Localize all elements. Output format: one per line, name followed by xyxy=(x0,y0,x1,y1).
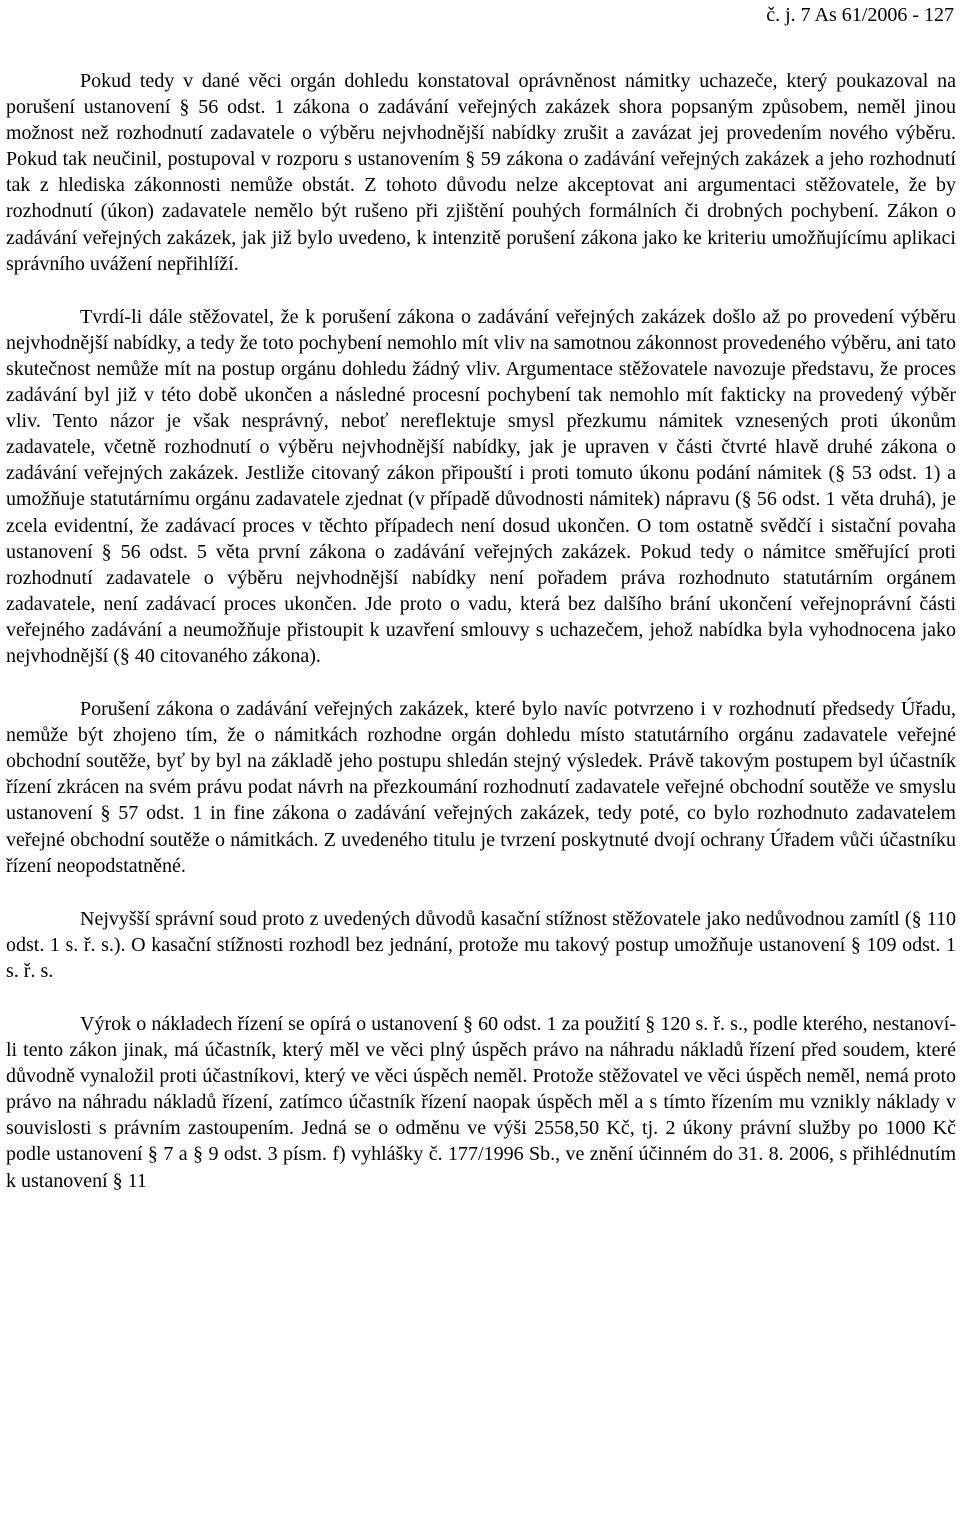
document-body xyxy=(6,68,956,1221)
paragraph-5: Výrok o nákladech řízení se opírá o ustanovení § 60 odst. 1 za použití § 120 s. ř. s., podle kterého, nestanoví-li tento zákon jinak, má účastník, který měl ve věci plný úspěch právo na náhradu nákladů řízení před soudem, které důvodně vynaložil proti účastníkovi, který ve věci úspěch neměl. Protože stěžovatel ve věci úspěch neměl, nemá proto právo na náhradu nákladů řízení, zatímco účastník řízení naopak úspěch měl a s tímto řízením mu vznikly náklady v souvislosti s právním zastoupením. Jedná se o odměnu ve výši 2558,50 Kč, tj. 2 úkony právní služby po 1000 Kč podle ustanovení § 7 a § 9 odst. 3 písm. f) vyhlášky č. 177/1996 Sb., ve znění účinném do 31. 8. 2006, s přihlédnutím k ustanovení § 11 xyxy=(6,1013,956,1192)
paragraph-2: Tvrdí-li dále stěžovatel, že k porušení zákona o zadávání veřejných zakázek došlo až po provedení výběru nejvhodnější nabídky, a tedy že toto pochybení nemohlo mít vliv na samotnou zákonnost provedeného výběru, ani tato skutečnost nemůže mít na postup orgánu dohledu žádný vliv. Argumentace stěžovatele navozuje představu, že proces zadávání byl již v této době ukončen a následné procesní pochybení tak nemohlo mít fakticky na provedený výběr vliv. Tento názor je však nesprávný, neboť nereflektuje smysl přezkumu námitek vznesených proti úkonům zadavatele, včetně rozhodnutí o výběru nejvhodnější nabídky, jak je upraven v části čtvrté hlavě druhé zákona o zadávání veřejných zakázek. Jestliže citovaný zákon připouští i proti tomuto úkonu podání námitek (§ 53 odst. 1) a umožňuje statutárnímu orgánu zadavatele zjednat (v případě důvodnosti námitek) nápravu (§ 56 odst. 1 věta druhá), je zcela evidentní, že zadávací proces v těchto případech není dosud ukončen. O tom ostatně svědčí i sistační povaha ustanovení § 56 odst. 5 věta první zákona o zadávání veřejných zakázek. Pokud tedy o námitce směřující proti rozhodnutí zadavatele o výběru nejvhodnější nabídky není pořadem práva rozhodnuto statutárním orgánem zadavatele, není zadávací proces ukončen. Jde proto o vadu, která bez dalšího brání ukončení veřejnoprávní části veřejného zadávání a neumožňuje přistoupit k uzavření smlouvy s uchazečem, jehož nabídka byla vyhodnocena jako nejvhodnější (§ 40 citovaného zákona). xyxy=(6,305,956,667)
paragraph-4: Nejvyšší správní soud proto z uvedených důvodů kasační stížnost stěžovatele jako nedůvodnou zamítl (§ 110 odst. 1 s. ř. s.). O kasační stížnosti rozhodl bez jednání, protože mu takový postup umožňuje ustanovení § 109 odst. 1 s. ř. s. xyxy=(6,907,956,982)
paragraph-3: Porušení zákona o zadávání veřejných zakázek, které bylo navíc potvrzeno i v rozhodnutí předsedy Úřadu, nemůže být zhojeno tím, že o námitkách rozhodne orgán dohledu místo statutárního orgánu zadavatele veřejné obchodní soutěže, byť by byl na základě jeho postupu shledán stejný výsledek. Právě takovým postupem byl účastník řízení zkrácen na svém právu podat návrh na přezkoumání rozhodnutí zadavatele veřejné obchodní soutěže ve smyslu ustanovení § 57 odst. 1 in fine zákona o zadávání veřejných zakázek, tedy poté, co bylo rozhodnuto zadavatelem veřejné obchodní soutěže o námitkách. Z uvedeného titulu je tvrzení poskytnuté dvojí ochrany Úřadem vůči účastníku řízení neopodstatněné. xyxy=(6,698,956,877)
paragraph-1: Pokud tedy v dané věci orgán dohledu konstatoval oprávněnost námitky uchazeče, který poukazoval na porušení ustanovení § 56 odst. 1 zákona o zadávání veřejných zakázek shora popsaným způsobem, neměl jinou možnost než rozhodnutí zadavatele o výběru nejvhodnější nabídky zrušit a zavázat jej provedením nového výběru. Pokud tak neučinil, postupoval v rozporu s ustanovením § 59 zákona o zadávání veřejných zakázek a jeho rozhodnutí tak z hlediska zákonnosti nemůže obstát. Z tohoto důvodu nelze akceptovat ani argumentaci stěžovatele, že by rozhodnutí (úkon) zadavatele nemělo být rušeno při zjištění pouhých formálních či drobných pochybení. Zákon o zadávání veřejných zakázek, jak již bylo uvedeno, k intenzitě porušení zákona jako ke kriteriu umožňujícímu aplikaci správního uvážení nepřihlíží. xyxy=(6,70,956,275)
case-number-header: č. j. 7 As 61/2006 - 127 xyxy=(766,4,954,26)
